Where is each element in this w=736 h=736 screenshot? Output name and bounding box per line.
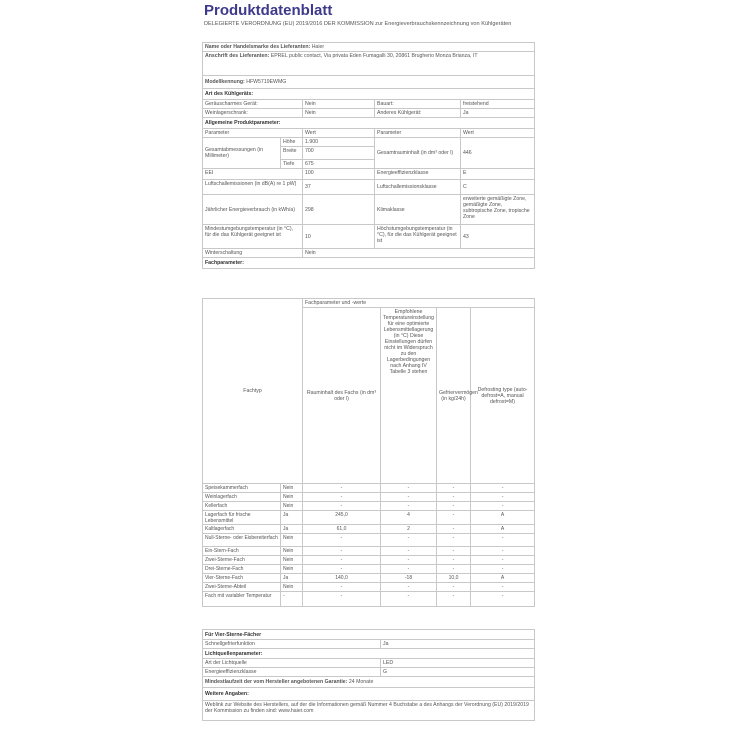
- compartment-present: Ja: [281, 525, 303, 534]
- compartment-defrost: A: [471, 574, 535, 583]
- compartment-present: Nein: [281, 583, 303, 592]
- param-key: Jährlicher Energieverbrauch (in kWh/a): [203, 195, 303, 225]
- col-recommended-temp: Empfohlene Temperatureinstellung für eine optimierte Lebensmittellagerung (in °C) Diese Einstellungen dürfen nicht im Widerspruch zu den Lagerbedingungen nach Anhang IV Tabelle 3 stehen: [381, 308, 437, 484]
- general-row: [203, 180, 535, 195]
- compartment-temp: -: [381, 484, 437, 493]
- col-parameter: Parameter: [375, 129, 461, 138]
- param-value: erweiterte gemäßigte Zone, gemäßigte Zone, subtropische Zone, tropische Zone: [461, 195, 535, 225]
- compartment-row: [203, 556, 535, 565]
- compartment-temp: 2: [381, 525, 437, 534]
- fast-freeze-label: Schnellgefrierfunktion: [203, 640, 381, 649]
- type-row: [203, 109, 535, 118]
- compartment-defrost: -: [471, 502, 535, 511]
- light-value: LED: [381, 659, 535, 668]
- compartment-row: [203, 502, 535, 511]
- compartment-row: [203, 511, 535, 525]
- compartment-header: Fachparameter:: [203, 258, 535, 269]
- compartment-present: -: [281, 592, 303, 607]
- light-value: G: [381, 668, 535, 677]
- dimension-value: 1.900: [303, 138, 375, 147]
- type-row: [203, 100, 535, 109]
- model-value: HFW5719EWMG: [246, 79, 287, 85]
- compartment-volume: -: [303, 583, 381, 592]
- winter-value: Nein: [303, 249, 535, 258]
- compartment-row: [203, 583, 535, 592]
- compartment-volume: -: [303, 592, 381, 607]
- param-key: EEI: [203, 169, 303, 180]
- dimension-key: Breite: [281, 147, 303, 160]
- general-row: [203, 225, 535, 249]
- compartment-name: Speisekammerfach: [203, 484, 281, 493]
- light-key: Art der Lichtquelle: [203, 659, 381, 668]
- col-value: Wert: [303, 129, 375, 138]
- param-key: Luftschallemissionen (in dB(A) re 1 pW): [203, 180, 303, 195]
- compartment-temp: -: [381, 534, 437, 547]
- compartment-volume: 140,0: [303, 574, 381, 583]
- general-row: [203, 195, 535, 225]
- address-row: [203, 52, 535, 76]
- compartment-temp: -: [381, 547, 437, 556]
- compartment-defrost: -: [471, 493, 535, 502]
- compartment-freezing: -: [437, 583, 471, 592]
- compartment-row: [203, 493, 535, 502]
- compartment-volume: 61,0: [303, 525, 381, 534]
- compartment-defrost: -: [471, 547, 535, 556]
- compartment-freezing: -: [437, 502, 471, 511]
- compartment-defrost: A: [471, 511, 535, 525]
- compartment-name: Zwei-Sterne-Fach: [203, 556, 281, 565]
- address-label: Anschrift des Lieferanten:: [205, 52, 270, 59]
- compartment-freezing: -: [437, 565, 471, 574]
- intro-text: DELEGIERTE VERORDNUNG (EU) 2019/2016 DER KOMMISSION zur Energieverbrauchskennzeichnung von Kühlgeräten: [204, 21, 512, 27]
- compartment-present: Nein: [281, 502, 303, 511]
- compartment-temp: -: [381, 565, 437, 574]
- compartment-row: [203, 534, 535, 547]
- compartment-temp: -: [381, 502, 437, 511]
- compartment-row: [203, 525, 535, 534]
- compartment-name: Kaltlagerfach: [203, 525, 281, 534]
- general-table: [202, 42, 535, 269]
- compartment-freezing: -: [437, 592, 471, 607]
- compartment-volume: 245,0: [303, 511, 381, 525]
- compartment-present: Nein: [281, 493, 303, 502]
- compartment-present: Nein: [281, 565, 303, 574]
- compartment-present: Ja: [281, 574, 303, 583]
- col-freezing-capacity: Gefriervermögen (in kg/24h): [437, 308, 471, 484]
- compartment-defrost: -: [471, 583, 535, 592]
- compartment-name: Drei-Sterne-Fach: [203, 565, 281, 574]
- param-key: Klimaklasse: [375, 195, 461, 225]
- warranty-value: 24 Monate: [348, 679, 374, 685]
- compartment-defrost: -: [471, 534, 535, 547]
- col-parameter: Parameter: [203, 129, 303, 138]
- compartment-freezing: -: [437, 493, 471, 502]
- more-info-header: Weitere Angaben:: [203, 688, 535, 701]
- compartment-freezing: -: [437, 511, 471, 525]
- compartment-name: Zwei-Sterne-Abteil: [203, 583, 281, 592]
- light-header: Lichtquellenparameter:: [203, 649, 535, 659]
- compartment-name: Null-Sterne- oder Eisbereiterfach: [203, 534, 281, 547]
- compartment-group-header: Fachparameter und -werte: [303, 299, 535, 308]
- compartment-freezing: -: [437, 547, 471, 556]
- compartment-table: [202, 298, 535, 607]
- volume-label: Gesamtrauminhalt (in dm³ oder l): [375, 138, 461, 169]
- winter-label: Winterschaltung: [203, 249, 303, 258]
- param-value: 37: [303, 180, 375, 195]
- compartment-temp: -: [381, 493, 437, 502]
- supplier-value: Haier: [311, 43, 325, 50]
- compartment-name: Kellerfach: [203, 502, 281, 511]
- compartment-volume: -: [303, 493, 381, 502]
- type-value: Nein: [303, 100, 375, 109]
- dimensions-label: Gesamtabmessungen (in Millimeter): [203, 138, 281, 169]
- compartment-temp: -: [381, 556, 437, 565]
- warranty-row: [203, 677, 535, 688]
- compartment-volume: -: [303, 502, 381, 511]
- extra-table: [202, 629, 535, 721]
- param-value: C: [461, 180, 535, 195]
- compartment-freezing: 10,0: [437, 574, 471, 583]
- compartment-present: Nein: [281, 484, 303, 493]
- compartment-row: [203, 592, 535, 607]
- compartment-freezing: -: [437, 556, 471, 565]
- type-header: Art des Kühlgeräts:: [203, 89, 535, 100]
- volume-value: 446: [461, 138, 535, 169]
- compartment-present: Nein: [281, 534, 303, 547]
- col-compartment-type: Fachtyp: [203, 299, 303, 484]
- four-star-header: Für Vier-Sterne-Fächer: [203, 630, 535, 640]
- dimension-key: Tiefe: [281, 160, 303, 169]
- winter-row: [203, 249, 535, 258]
- param-key: Luftschallemissionsklasse: [375, 180, 461, 195]
- weblink-text: Weblink zur Website des Herstellers, auf der die Informationen gemäß Nummer 4 Buchstabe a des Anhangs der Verordnung (EU) 2019/2019 der Kommission zu finden sind: www.haier.com: [203, 701, 535, 721]
- supplier-label: Name oder Handelsmarke des Lieferanten:: [205, 43, 311, 50]
- compartment-volume: -: [303, 534, 381, 547]
- compartment-name: Fach mit variabler Temperatur: [203, 592, 281, 607]
- type-value: Ja: [461, 109, 535, 118]
- dimension-value: 675: [303, 160, 375, 169]
- type-key: Bauart:: [375, 100, 461, 109]
- general-row: [203, 169, 535, 180]
- compartment-volume: -: [303, 484, 381, 493]
- compartment-present: Nein: [281, 547, 303, 556]
- compartment-freezing: -: [437, 484, 471, 493]
- compartment-name: Ein-Stern-Fach: [203, 547, 281, 556]
- compartment-name: Lagerfach für frische Lebensmittel: [203, 511, 281, 525]
- compartment-present: Nein: [281, 556, 303, 565]
- page-title: Produktdatenblatt: [204, 2, 333, 19]
- compartment-volume: -: [303, 547, 381, 556]
- compartment-freezing: -: [437, 534, 471, 547]
- param-value: 100: [303, 169, 375, 180]
- compartment-temp: -: [381, 583, 437, 592]
- compartment-present: Ja: [281, 511, 303, 525]
- general-column-headers: [203, 129, 535, 138]
- product-data-sheet: [202, 0, 534, 736]
- param-key: Energieeffizienzklasse: [375, 169, 461, 180]
- param-value: E: [461, 169, 535, 180]
- compartment-temp: -18: [381, 574, 437, 583]
- type-key: Anderes Kühlgerät:: [375, 109, 461, 118]
- param-value: 43: [461, 225, 535, 249]
- col-value: Wert: [461, 129, 535, 138]
- compartment-defrost: -: [471, 484, 535, 493]
- param-value: 298: [303, 195, 375, 225]
- general-header: Allgemeine Produktparameter:: [203, 118, 535, 129]
- model-row: [203, 76, 535, 89]
- compartment-volume: -: [303, 556, 381, 565]
- compartment-defrost: A: [471, 525, 535, 534]
- type-key: Weinlagerschrank:: [203, 109, 303, 118]
- param-value: 10: [303, 225, 375, 249]
- dimension-key: Höhe: [281, 138, 303, 147]
- light-key: Energieeffizienzklasse: [203, 668, 381, 677]
- compartment-defrost: -: [471, 592, 535, 607]
- warranty-label: Mindestlaufzeit der vom Hersteller angebotenen Garantie:: [205, 679, 348, 685]
- compartment-name: Weinlagerfach: [203, 493, 281, 502]
- compartment-defrost: -: [471, 565, 535, 574]
- fast-freeze-value: Ja: [381, 640, 535, 649]
- compartment-name: Vier-Sterne-Fach: [203, 574, 281, 583]
- compartment-temp: -: [381, 592, 437, 607]
- compartment-row: [203, 484, 535, 493]
- col-defrost-type: Defrosting type (auto-defrost=A, manual defrost=M): [471, 308, 535, 484]
- compartment-row: [203, 574, 535, 583]
- compartment-freezing: -: [437, 525, 471, 534]
- col-volume: Rauminhalt des Fachs (in dm³ oder l): [303, 308, 381, 484]
- compartment-row: [203, 547, 535, 556]
- param-key: Mindestumgebungstemperatur (in °C), für die das Kühlgerät geeignet ist: [203, 225, 303, 249]
- dimension-value: 700: [303, 147, 375, 160]
- type-value: freistehend: [461, 100, 535, 109]
- compartment-defrost: -: [471, 556, 535, 565]
- compartment-volume: -: [303, 565, 381, 574]
- type-value: Nein: [303, 109, 375, 118]
- model-label: Modellkennung:: [205, 79, 245, 85]
- address-value: EPREL public contact, Via privata Eden Fumagalli 30, 20861 Brugherio Monza Brianza, IT: [270, 52, 478, 59]
- compartment-temp: 4: [381, 511, 437, 525]
- param-key: Höchstumgebungstemperatur (in °C), für die das Kühlgerät geeignet ist: [375, 225, 461, 249]
- supplier-row: [203, 43, 535, 52]
- compartment-row: [203, 565, 535, 574]
- type-key: Geräuscharmes Gerät:: [203, 100, 303, 109]
